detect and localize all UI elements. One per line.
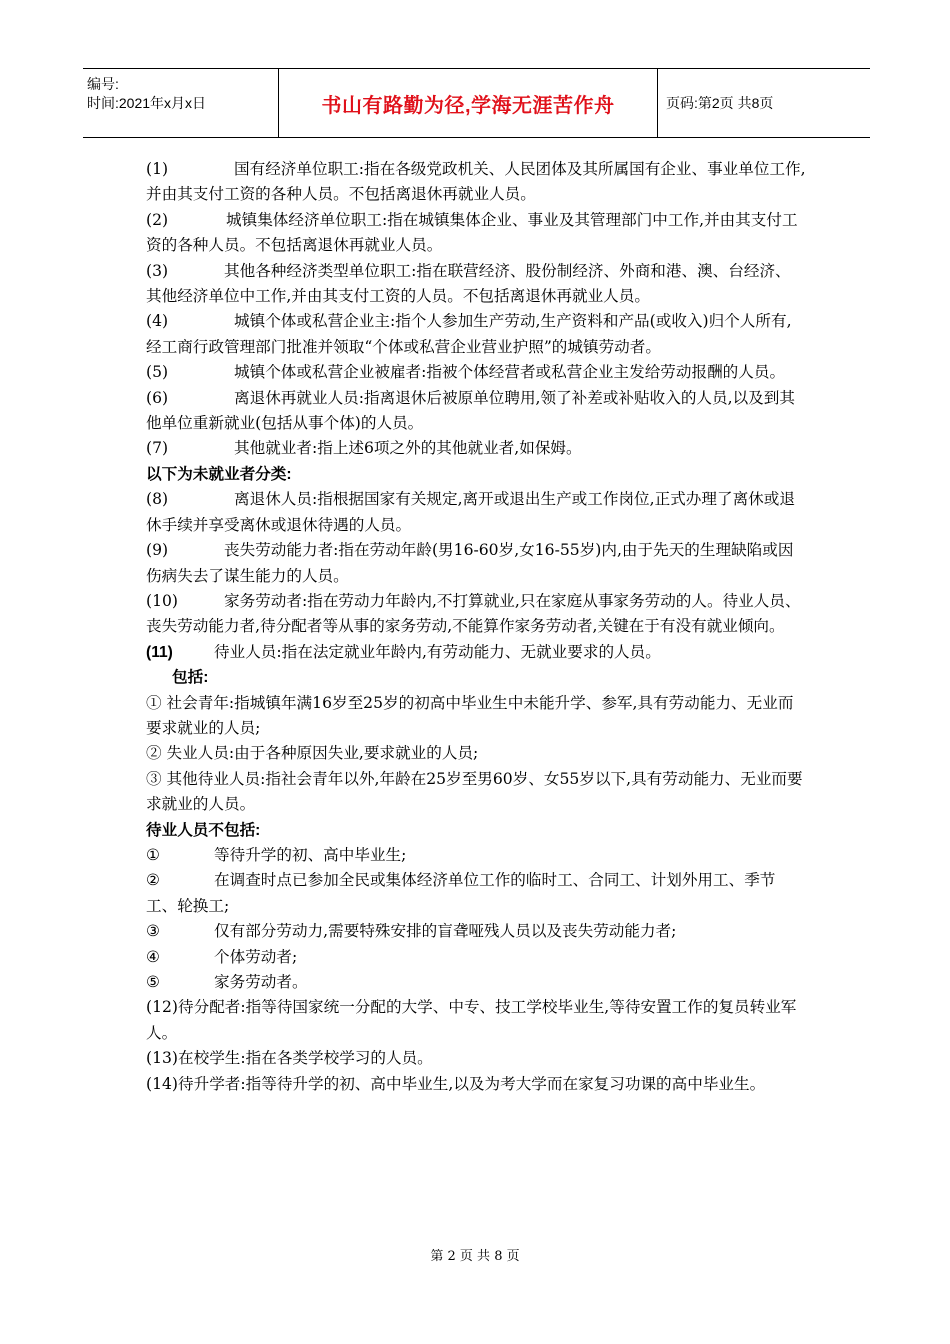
paragraph-11: (11) 待业人员:指在法定就业年龄内,有劳动能力、无就业要求的人员。 <box>146 642 661 661</box>
paragraph-1: (1) 国有经济单位职工:指在各级党政机关、人民团体及其所属国有企业、事业单位工作,并由其支付工资的各种人员。不包括离退休再就业人员。 <box>146 160 806 204</box>
paragraph-2: (2) 城镇集体经济单位职工:指在城镇集体企业、事业及其管理部门中工作,并由其支付工资的各种人员。不包括离退休再就业人员。 <box>146 210 798 255</box>
excludes-item-1: ① 等待升学的初、高中毕业生; <box>146 845 407 864</box>
paragraph-4: (4) 城镇个体或私营企业主:指个人参加生产劳动,生产资料和产品(或收入)归个人所有,经工商行政管理部门批准并领取“个体或私营企业营业护照”的城镇劳动者。 <box>146 312 792 356</box>
paragraph-6: (6) 离退休再就业人员:指离退休后被原单位聘用,领了补差或补贴收入的人员,以及到其他单位重新就业(包括从事个体)的人员。 <box>146 388 795 433</box>
excludes-item-4: ④ 个体劳动者; <box>146 947 298 966</box>
unemployed-heading: 以下为未就业者分类: <box>146 465 292 483</box>
page-header <box>83 68 870 138</box>
excludes-item-3: ③ 仅有部分劳动力,需要特殊安排的盲聋哑残人员以及丧失劳动能力者; <box>146 922 677 941</box>
paragraph-10: (10) 家务劳动者:指在劳动力年龄内,不打算就业,只在家庭从事家务劳动的人。待业人员、丧失劳动能力者,待分配者等从事的家务劳动,不能算作家务劳动者,关键在于有没有就业倾向。 <box>146 591 801 636</box>
header-meta <box>83 69 279 137</box>
paragraph-14: (14)待升学者:指等待升学的初、高中毕业生,以及为考大学而在家复习功课的高中毕业生。 <box>146 1074 766 1093</box>
includes-heading: 包括: <box>172 669 209 687</box>
excludes-heading: 待业人员不包括: <box>146 821 261 839</box>
excludes-item-2: ② 在调查时点已参加全民或集体经济单位工作的临时工、合同工、计划外用工、季节工、轮换工; <box>146 871 776 915</box>
includes-item-3: ③ 其他待业人员:指社会青年以外,年龄在25岁至男60岁、女55岁以下,具有劳动能力、无业而要求就业的人员。 <box>146 769 803 814</box>
includes-item-2: ② 失业人员:由于各种原因失业,要求就业的人员; <box>146 744 479 763</box>
paragraph-8: (8) 离退休人员:指根据国家有关规定,离开或退出生产或工作岗位,正式办理了离休或退休手续并享受离休或退休待遇的人员。 <box>146 490 795 534</box>
paragraph-9: (9) 丧失劳动能力者:指在劳动年龄(男16-60岁,女16-55岁)内,由于先天的生理缺陷或因伤病失去了谋生能力的人员。 <box>146 541 794 585</box>
document-time-label: 时间:2021年x月x日 <box>87 95 207 111</box>
paragraph-5: (5) 城镇个体或私营企业被雇者:指被个体经营者或私营企业主发给劳动报酬的人员。 <box>146 363 786 382</box>
page-footer: 第 2 页 共 8 页 <box>430 1249 520 1264</box>
document-body <box>146 157 806 1097</box>
paragraph-13: (13)在校学生:指在各类学校学习的人员。 <box>146 1049 433 1068</box>
paragraph-3: (3) 其他各种经济类型单位职工:指在联营经济、股份制经济、外商和港、澳、台经济、其他经济单位中工作,并由其支付工资的人员。不包括离退休再就业人员。 <box>146 261 791 306</box>
paragraph-7: (7) 其他就业者:指上述6项之外的其他就业者,如保姆。 <box>146 439 582 458</box>
document-number-label: 编号: <box>87 76 119 92</box>
excludes-item-5: ⑤ 家务劳动者。 <box>146 973 308 991</box>
includes-item-1: ① 社会青年:指城镇年满16岁至25岁的初高中毕业生中未能升学、参军,具有劳动能力、无业而要求就业的人员; <box>146 693 794 737</box>
paragraph-12: (12)待分配者:指等待国家统一分配的大学、中专、技工学校毕业生,等待安置工作的复员转业军人。 <box>146 998 797 1042</box>
header-motto: 书山有路勤为径,学海无涯苦作舟 <box>279 69 658 137</box>
header-page-label: 页码:第2页 共8页 <box>666 95 774 111</box>
